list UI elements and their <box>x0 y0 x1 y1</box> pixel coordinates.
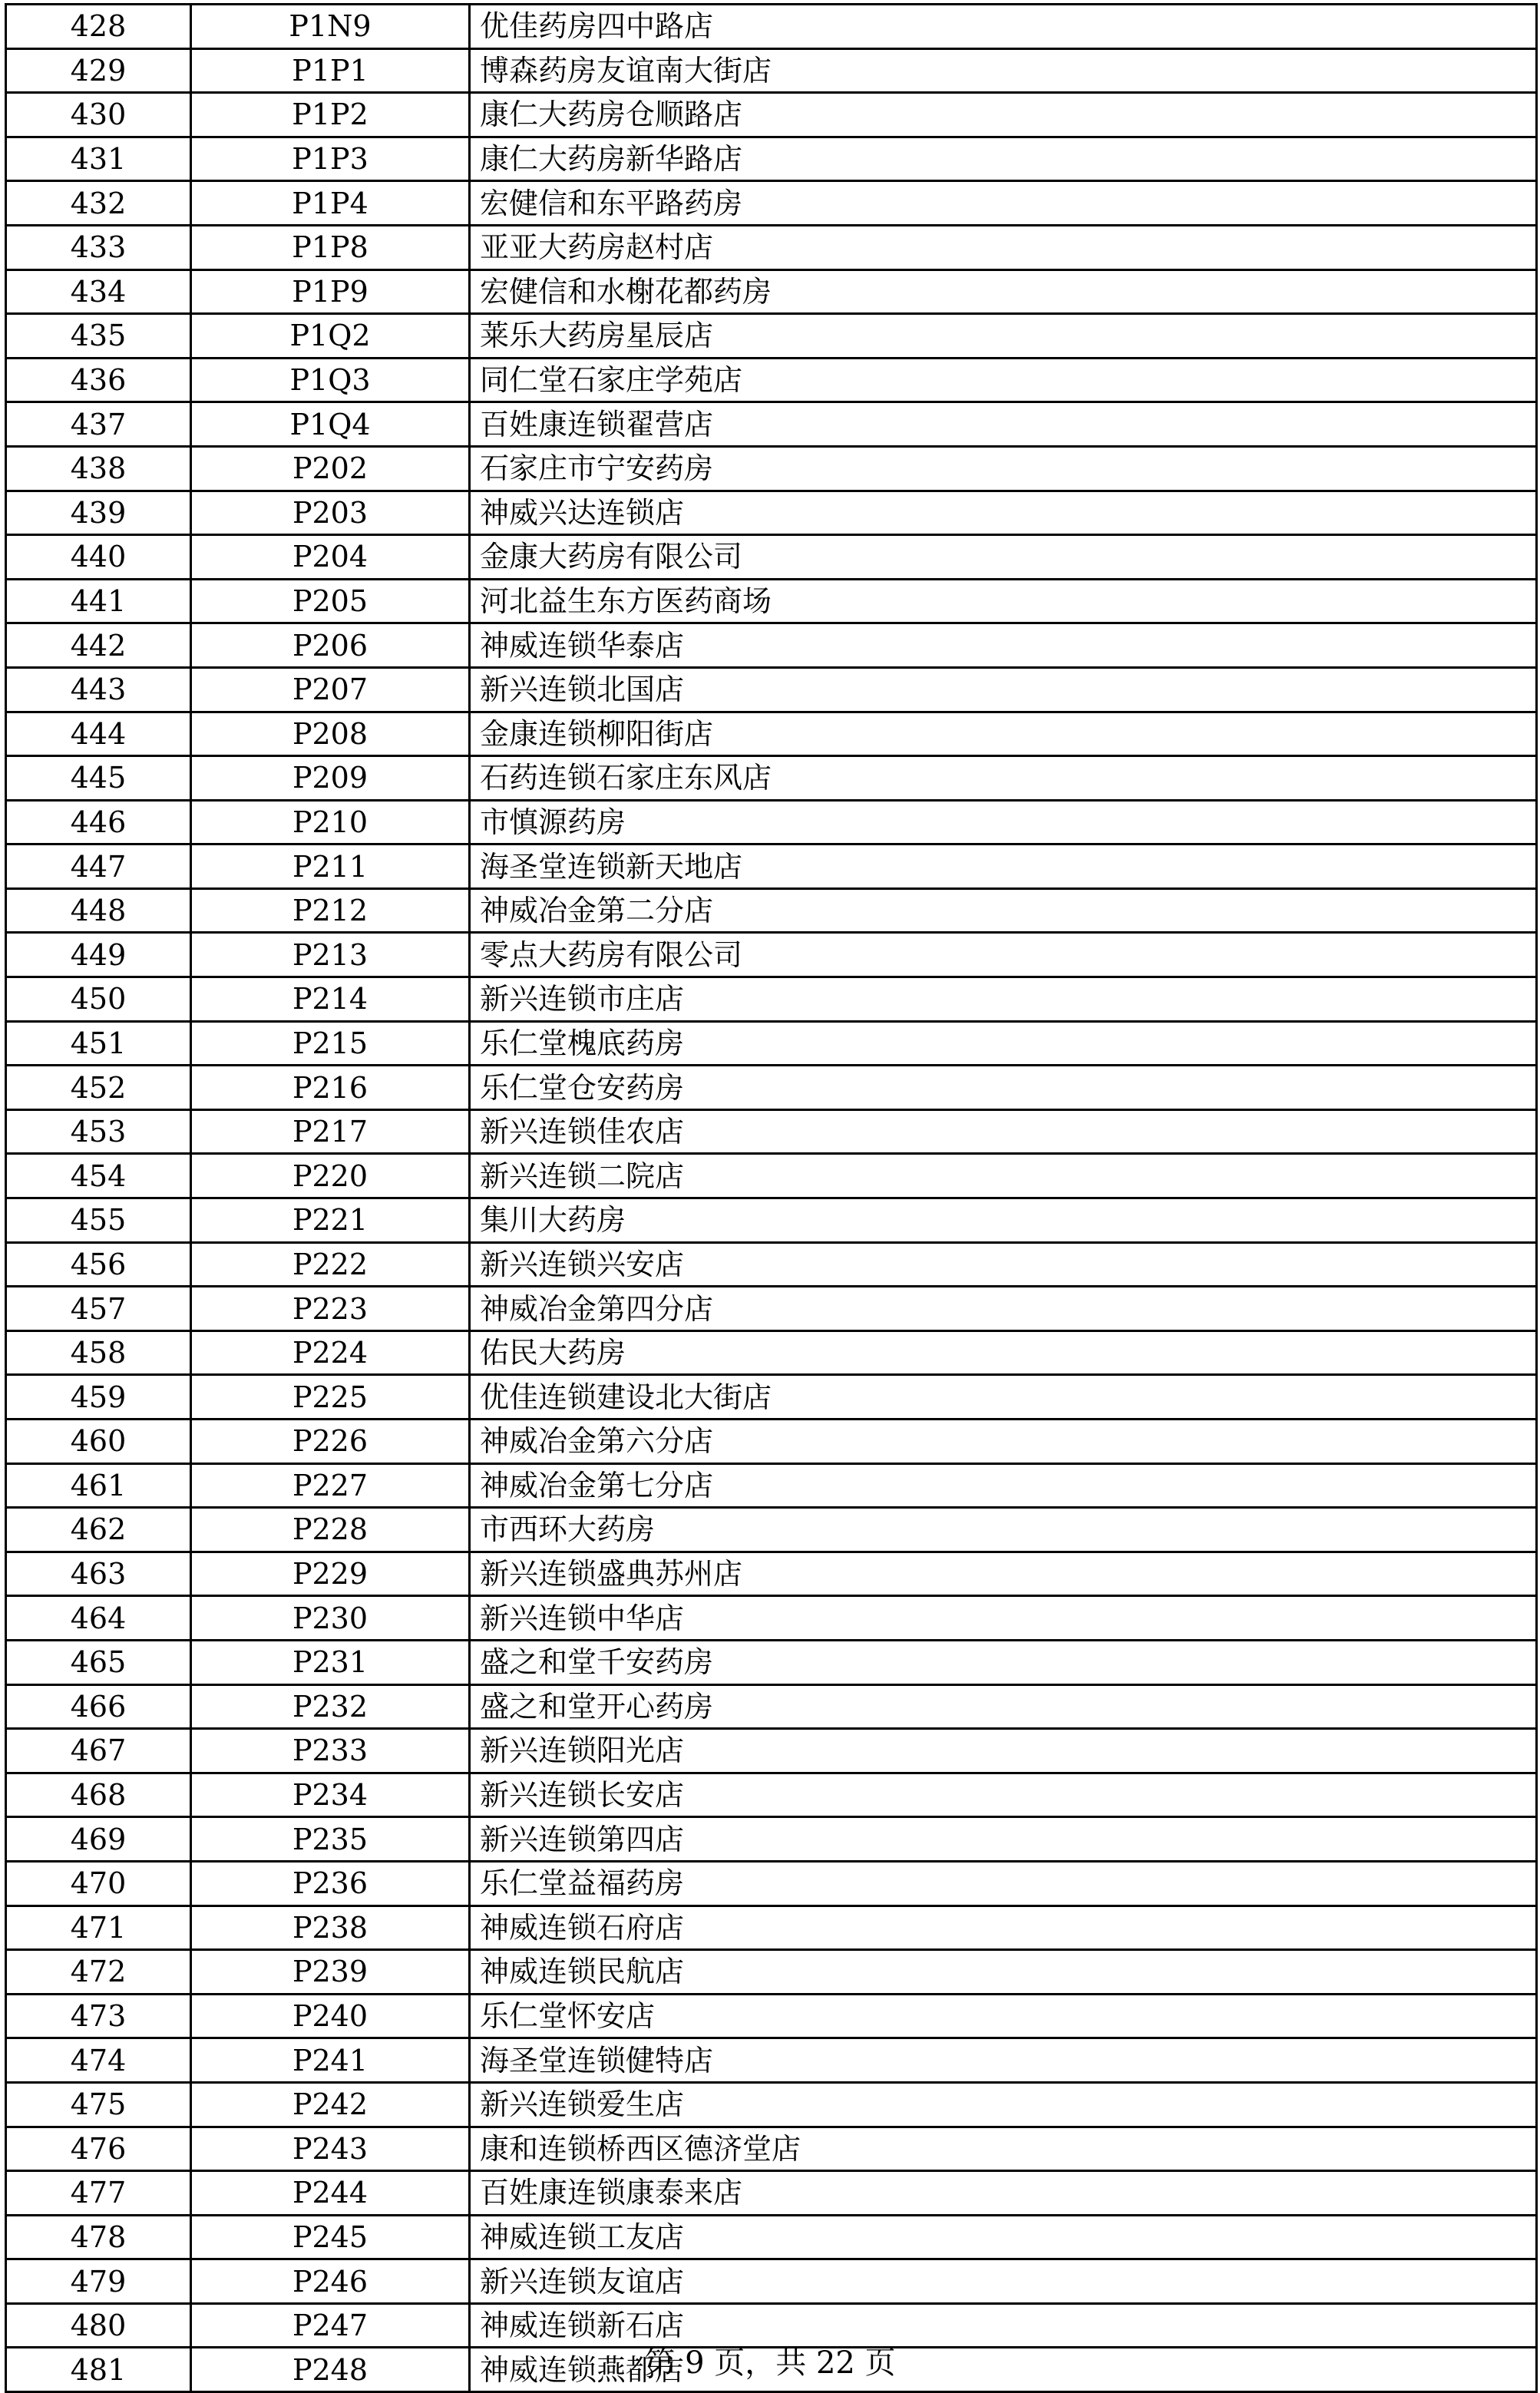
store-name-cell: 康仁大药房仓顺路店 <box>470 93 1537 137</box>
store-name-cell: 神威兴达连锁店 <box>470 491 1537 535</box>
store-code-cell: P216 <box>191 1066 470 1110</box>
row-number-cell: 454 <box>6 1154 191 1198</box>
table-row <box>6 314 1537 359</box>
store-name-cell: 新兴连锁中华店 <box>470 1596 1537 1641</box>
table-row <box>6 1817 1537 1862</box>
store-name-cell: 海圣堂连锁健特店 <box>470 2038 1537 2083</box>
store-name-cell: 百姓康连锁康泰来店 <box>470 2171 1537 2216</box>
store-name-cell: 集川大药房 <box>470 1198 1537 1243</box>
store-code-cell: P1P9 <box>191 269 470 314</box>
table-row <box>6 2082 1537 2127</box>
store-code-cell: P209 <box>191 756 470 801</box>
table-row <box>6 1154 1537 1198</box>
table-row <box>6 977 1537 1022</box>
table-row <box>6 579 1537 623</box>
table-row <box>6 48 1537 93</box>
store-code-cell: P230 <box>191 1596 470 1641</box>
table-row <box>6 1773 1537 1817</box>
row-number-cell: 458 <box>6 1330 191 1375</box>
store-name-cell: 金康连锁柳阳街店 <box>470 712 1537 756</box>
row-number-cell: 443 <box>6 667 191 712</box>
row-number-cell: 473 <box>6 1994 191 2038</box>
row-number-cell: 463 <box>6 1552 191 1596</box>
store-code-cell: P1Q3 <box>191 358 470 402</box>
store-code-cell: P243 <box>191 2127 470 2171</box>
page-number: 第 9 页，共 22 页 <box>644 2345 896 2381</box>
table-row <box>6 2038 1537 2083</box>
row-number-cell: 474 <box>6 2038 191 2083</box>
store-name-cell: 石药连锁石家庄东风店 <box>470 756 1537 801</box>
store-name-cell: 新兴连锁兴安店 <box>470 1242 1537 1287</box>
table-row <box>6 1950 1537 1995</box>
store-code-cell: P212 <box>191 888 470 933</box>
row-number-cell: 476 <box>6 2127 191 2171</box>
store-name-cell: 乐仁堂怀安店 <box>470 1994 1537 2038</box>
store-name-cell: 神威冶金第六分店 <box>470 1420 1537 1464</box>
store-code-cell: P210 <box>191 800 470 844</box>
table-row <box>6 1375 1537 1420</box>
store-name-cell: 金康大药房有限公司 <box>470 535 1537 580</box>
row-number-cell: 446 <box>6 800 191 844</box>
store-code-cell: P232 <box>191 1684 470 1729</box>
row-number-cell: 435 <box>6 314 191 359</box>
store-name-cell: 乐仁堂槐底药房 <box>470 1021 1537 1066</box>
row-number-cell: 472 <box>6 1950 191 1995</box>
table-row <box>6 1684 1537 1729</box>
row-number-cell: 464 <box>6 1596 191 1641</box>
table-row <box>6 181 1537 226</box>
store-name-cell: 康和连锁桥西区德济堂店 <box>470 2127 1537 2171</box>
store-name-cell: 河北益生东方医药商场 <box>470 579 1537 623</box>
row-number-cell: 455 <box>6 1198 191 1243</box>
store-code-cell: P233 <box>191 1729 470 1773</box>
row-number-cell: 466 <box>6 1684 191 1729</box>
table-row <box>6 358 1537 402</box>
row-number-cell: 456 <box>6 1242 191 1287</box>
row-number-cell: 430 <box>6 93 191 137</box>
store-code-cell: P1Q2 <box>191 314 470 359</box>
table-row <box>6 756 1537 801</box>
store-code-cell: P214 <box>191 977 470 1022</box>
store-name-cell: 宏健信和水榭花都药房 <box>470 269 1537 314</box>
table-row <box>6 1330 1537 1375</box>
row-number-cell: 467 <box>6 1729 191 1773</box>
table-row <box>6 1463 1537 1508</box>
table-row <box>6 2215 1537 2259</box>
row-number-cell: 478 <box>6 2215 191 2259</box>
table-row <box>6 1420 1537 1464</box>
row-number-cell: 442 <box>6 623 191 668</box>
store-code-cell: P206 <box>191 623 470 668</box>
row-number-cell: 459 <box>6 1375 191 1420</box>
table-row <box>6 712 1537 756</box>
store-name-cell: 新兴连锁长安店 <box>470 1773 1537 1817</box>
row-number-cell: 470 <box>6 1861 191 1905</box>
table-row <box>6 1861 1537 1905</box>
table-row <box>6 402 1537 447</box>
store-name-cell: 市慎源药房 <box>470 800 1537 844</box>
store-code-cell: P242 <box>191 2082 470 2127</box>
store-name-cell: 盛之和堂开心药房 <box>470 1684 1537 1729</box>
table-row <box>6 1596 1537 1641</box>
table-row <box>6 1994 1537 2038</box>
row-number-cell: 440 <box>6 535 191 580</box>
store-code-cell: P204 <box>191 535 470 580</box>
row-number-cell: 477 <box>6 2171 191 2216</box>
store-name-cell: 神威连锁燕都店 <box>470 2348 1537 2392</box>
row-number-cell: 434 <box>6 269 191 314</box>
row-number-cell: 460 <box>6 1420 191 1464</box>
table-row <box>6 225 1537 269</box>
store-code-cell: P223 <box>191 1287 470 1331</box>
store-code-cell: P1P3 <box>191 137 470 181</box>
store-code-cell: P231 <box>191 1640 470 1684</box>
store-name-cell: 神威连锁工友店 <box>470 2215 1537 2259</box>
store-name-cell: 新兴连锁盛典苏州店 <box>470 1552 1537 1596</box>
store-name-cell: 优佳连锁建设北大街店 <box>470 1375 1537 1420</box>
table-row <box>6 2171 1537 2216</box>
store-name-cell: 新兴连锁阳光店 <box>470 1729 1537 1773</box>
table-row <box>6 1552 1537 1596</box>
table-row <box>6 844 1537 889</box>
row-number-cell: 481 <box>6 2348 191 2392</box>
store-code-cell: P1N9 <box>191 5 470 49</box>
table-row <box>6 1066 1537 1110</box>
store-code-cell: P202 <box>191 446 470 491</box>
store-name-cell: 莱乐大药房星辰店 <box>470 314 1537 359</box>
store-name-cell: 康仁大药房新华路店 <box>470 137 1537 181</box>
store-name-cell: 百姓康连锁翟营店 <box>470 402 1537 447</box>
store-code-cell: P229 <box>191 1552 470 1596</box>
store-name-cell: 新兴连锁市庄店 <box>470 977 1537 1022</box>
store-name-cell: 佑民大药房 <box>470 1330 1537 1375</box>
table-row <box>6 93 1537 137</box>
table-row <box>6 1287 1537 1331</box>
store-code-cell: P247 <box>191 2303 470 2348</box>
store-name-cell: 乐仁堂仓安药房 <box>470 1066 1537 1110</box>
store-code-cell: P1P4 <box>191 181 470 226</box>
store-code-cell: P234 <box>191 1773 470 1817</box>
table-row <box>6 1198 1537 1243</box>
store-code-cell: P205 <box>191 579 470 623</box>
store-name-cell: 零点大药房有限公司 <box>470 933 1537 977</box>
store-code-cell: P241 <box>191 2038 470 2083</box>
row-number-cell: 461 <box>6 1463 191 1508</box>
store-name-cell: 神威冶金第四分店 <box>470 1287 1537 1331</box>
row-number-cell: 449 <box>6 933 191 977</box>
row-number-cell: 453 <box>6 1109 191 1154</box>
row-number-cell: 444 <box>6 712 191 756</box>
store-code-cell: P228 <box>191 1508 470 1552</box>
table-row <box>6 667 1537 712</box>
row-number-cell: 480 <box>6 2303 191 2348</box>
row-number-cell: 457 <box>6 1287 191 1331</box>
table-row <box>6 1508 1537 1552</box>
store-name-cell: 亚亚大药房赵村店 <box>470 225 1537 269</box>
store-code-cell: P238 <box>191 1905 470 1950</box>
table-row <box>6 1109 1537 1154</box>
store-name-cell: 石家庄市宁安药房 <box>470 446 1537 491</box>
store-name-cell: 新兴连锁第四店 <box>470 1817 1537 1862</box>
store-code-cell: P248 <box>191 2348 470 2392</box>
store-name-cell: 神威连锁民航店 <box>470 1950 1537 1995</box>
store-name-cell: 神威连锁华泰店 <box>470 623 1537 668</box>
store-name-cell: 宏健信和东平路药房 <box>470 181 1537 226</box>
row-number-cell: 452 <box>6 1066 191 1110</box>
row-number-cell: 432 <box>6 181 191 226</box>
store-name-cell: 新兴连锁二院店 <box>470 1154 1537 1198</box>
row-number-cell: 437 <box>6 402 191 447</box>
row-number-cell: 450 <box>6 977 191 1022</box>
store-code-cell: P239 <box>191 1950 470 1995</box>
table-row <box>6 800 1537 844</box>
row-number-cell: 447 <box>6 844 191 889</box>
table-row <box>6 933 1537 977</box>
store-code-cell: P226 <box>191 1420 470 1464</box>
store-name-cell: 盛之和堂千安药房 <box>470 1640 1537 1684</box>
row-number-cell: 479 <box>6 2259 191 2304</box>
row-number-cell: 436 <box>6 358 191 402</box>
store-code-cell: P217 <box>191 1109 470 1154</box>
row-number-cell: 439 <box>6 491 191 535</box>
store-name-cell: 博森药房友谊南大街店 <box>470 48 1537 93</box>
store-name-cell: 市西环大药房 <box>470 1508 1537 1552</box>
row-number-cell: 465 <box>6 1640 191 1684</box>
row-number-cell: 428 <box>6 5 191 49</box>
table-row <box>6 5 1537 49</box>
store-name-cell: 新兴连锁北国店 <box>470 667 1537 712</box>
table-row <box>6 2259 1537 2304</box>
store-code-cell: P1P1 <box>191 48 470 93</box>
store-code-cell: P213 <box>191 933 470 977</box>
store-code-cell: P225 <box>191 1375 470 1420</box>
store-code-cell: P246 <box>191 2259 470 2304</box>
row-number-cell: 451 <box>6 1021 191 1066</box>
table-row <box>6 888 1537 933</box>
row-number-cell: 469 <box>6 1817 191 1862</box>
store-name-cell: 乐仁堂益福药房 <box>470 1861 1537 1905</box>
store-name-cell: 同仁堂石家庄学苑店 <box>470 358 1537 402</box>
store-code-cell: P208 <box>191 712 470 756</box>
table-row <box>6 535 1537 580</box>
store-name-cell: 新兴连锁友谊店 <box>470 2259 1537 2304</box>
row-number-cell: 475 <box>6 2082 191 2127</box>
row-number-cell: 429 <box>6 48 191 93</box>
table-row <box>6 623 1537 668</box>
store-code-cell: P235 <box>191 1817 470 1862</box>
store-code-cell: P207 <box>191 667 470 712</box>
pharmacy-list-table <box>5 3 1538 2393</box>
store-code-cell: P224 <box>191 1330 470 1375</box>
table-row <box>6 491 1537 535</box>
store-code-cell: P220 <box>191 1154 470 1198</box>
store-code-cell: P211 <box>191 844 470 889</box>
store-name-cell: 神威冶金第二分店 <box>470 888 1537 933</box>
table-row <box>6 1640 1537 1684</box>
table-body <box>6 5 1537 2392</box>
table-row <box>6 446 1537 491</box>
store-name-cell: 神威冶金第七分店 <box>470 1463 1537 1508</box>
store-code-cell: P1Q4 <box>191 402 470 447</box>
table-row <box>6 1729 1537 1773</box>
store-code-cell: P215 <box>191 1021 470 1066</box>
table-row <box>6 137 1537 181</box>
table-row <box>6 1021 1537 1066</box>
table-row <box>6 1242 1537 1287</box>
row-number-cell: 448 <box>6 888 191 933</box>
table-row <box>6 269 1537 314</box>
store-code-cell: P1P8 <box>191 225 470 269</box>
store-code-cell: P245 <box>191 2215 470 2259</box>
store-name-cell: 优佳药房四中路店 <box>470 5 1537 49</box>
store-code-cell: P227 <box>191 1463 470 1508</box>
row-number-cell: 431 <box>6 137 191 181</box>
row-number-cell: 471 <box>6 1905 191 1950</box>
store-code-cell: P240 <box>191 1994 470 2038</box>
store-name-cell: 新兴连锁佳农店 <box>470 1109 1537 1154</box>
store-code-cell: P1P2 <box>191 93 470 137</box>
store-name-cell: 神威连锁石府店 <box>470 1905 1537 1950</box>
store-code-cell: P203 <box>191 491 470 535</box>
store-name-cell: 新兴连锁爱生店 <box>470 2082 1537 2127</box>
row-number-cell: 445 <box>6 756 191 801</box>
store-code-cell: P221 <box>191 1198 470 1243</box>
store-name-cell: 神威连锁新石店 <box>470 2303 1537 2348</box>
table-row <box>6 2127 1537 2171</box>
table-row <box>6 2303 1537 2348</box>
store-name-cell: 海圣堂连锁新天地店 <box>470 844 1537 889</box>
row-number-cell: 438 <box>6 446 191 491</box>
row-number-cell: 462 <box>6 1508 191 1552</box>
store-code-cell: P236 <box>191 1861 470 1905</box>
store-code-cell: P222 <box>191 1242 470 1287</box>
row-number-cell: 441 <box>6 579 191 623</box>
store-code-cell: P244 <box>191 2171 470 2216</box>
row-number-cell: 433 <box>6 225 191 269</box>
table-row <box>6 1905 1537 1950</box>
row-number-cell: 468 <box>6 1773 191 1817</box>
